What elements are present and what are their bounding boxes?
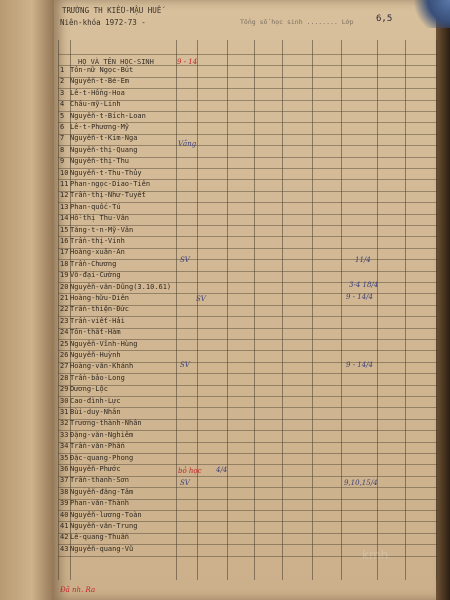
student-row — [60, 340, 137, 348]
student-number: 15 — [60, 225, 69, 234]
student-row — [60, 226, 133, 234]
student-number: 22 — [60, 305, 69, 314]
student-row — [60, 214, 129, 222]
student-row — [60, 511, 142, 519]
student-row — [60, 499, 129, 507]
student-name: Nguyễn-lương-Toàn — [70, 510, 142, 519]
student-row — [60, 271, 121, 279]
student-number: 42 — [60, 533, 69, 542]
student-row — [60, 522, 137, 530]
student-number: 8 — [60, 145, 65, 154]
footer-note: Đã nh. Ra — [60, 586, 96, 594]
student-number: 33 — [60, 430, 69, 439]
student-row — [60, 248, 125, 256]
student-row — [60, 134, 137, 142]
grid-row-line — [58, 385, 438, 386]
student-name: Hoàng-văn-Khánh — [70, 362, 134, 371]
student-name: Nguyễn-t-Bé-Em — [70, 77, 130, 86]
student-number: 20 — [60, 282, 69, 291]
student-number: 17 — [60, 248, 69, 257]
student-name: Nguyễn-đăng-Tâm — [70, 487, 134, 496]
note-phuoc-sv: SV — [180, 479, 190, 487]
student-name: Võ-đại-Cường — [70, 271, 121, 280]
student-number: 43 — [60, 544, 69, 553]
student-number: 27 — [60, 362, 69, 371]
student-number: 9 — [60, 157, 65, 166]
student-number: 36 — [60, 465, 69, 473]
student-name: Nguyễn-văn-Trung — [70, 522, 138, 530]
student-name: Châu-mỹ-Linh — [70, 100, 121, 109]
student-name: Tôn-nữ Ngọc-Bút — [70, 66, 134, 74]
student-name: Nguyễn-t-Kim-Nga — [70, 134, 138, 143]
student-name: Nguyễn-Huỳnh — [70, 351, 121, 359]
student-number: 10 — [60, 168, 69, 177]
student-row — [60, 112, 146, 120]
student-name: Trần-thiện-Đức — [70, 305, 130, 314]
student-row — [60, 294, 129, 302]
student-number: 35 — [60, 453, 69, 462]
student-name: Hoàng-hữu-Diên — [70, 294, 130, 302]
student-row — [60, 123, 129, 131]
watermark: kmh — [362, 548, 389, 562]
student-name: Trần-thanh-Sơn — [70, 476, 130, 485]
grade-label: 6,5 — [376, 14, 393, 24]
student-name: Dương-Lộc — [70, 385, 108, 394]
student-name: Nguyễn-Phước — [70, 465, 121, 473]
student-name: Đặc-quang-Phong — [70, 453, 134, 462]
student-number: 28 — [60, 373, 69, 382]
note-dung-sv: SV — [196, 295, 206, 303]
note-phong: bỏ học — [178, 467, 202, 475]
student-number: 24 — [60, 328, 69, 337]
student-name: Nguyễn-Vĩnh-Hùng — [70, 339, 138, 348]
student-row — [60, 260, 116, 268]
student-number: 26 — [60, 351, 69, 359]
student-number: 11 — [60, 180, 69, 188]
student-name: Trần-Chương — [70, 259, 117, 268]
student-number: 1 — [60, 66, 65, 74]
student-name: Nguyễn-t-Thu-Thủy — [70, 168, 142, 177]
student-number: 16 — [60, 237, 69, 245]
student-row — [60, 157, 129, 165]
student-row — [60, 442, 125, 450]
student-name: Trần-bảo-Long — [70, 373, 125, 382]
note-cuong: 3-4 18/4 — [349, 281, 379, 289]
student-number: 5 — [60, 111, 65, 120]
student-row — [60, 545, 133, 553]
student-row — [60, 66, 133, 74]
student-row — [60, 431, 133, 439]
student-name: Trần-thị-Vinh — [70, 237, 125, 245]
student-number: 38 — [60, 487, 69, 496]
student-row — [60, 488, 133, 496]
student-name: Lê-quang-Thuần — [70, 533, 130, 542]
student-name: Nguyễn-t-Bích-Loan — [70, 111, 146, 120]
school-year: Niên-khóa 1972-73 - — [60, 18, 146, 27]
note-huynh-date: 9 - 14/4 — [346, 361, 373, 369]
student-name: Nguyễn-quang-Vũ — [70, 544, 134, 553]
student-number: 14 — [60, 214, 69, 223]
student-row — [60, 180, 150, 188]
student-row — [60, 351, 121, 359]
student-number: 23 — [60, 316, 69, 325]
note-vang: Vắng — [178, 140, 197, 148]
student-row — [60, 317, 125, 325]
student-row — [60, 146, 137, 154]
student-name: Trần-văn-Phấn — [70, 442, 125, 451]
student-row — [60, 408, 121, 416]
student-row — [60, 454, 133, 462]
student-row — [60, 533, 129, 541]
student-name: Trương-thành-Nhân — [70, 419, 142, 428]
student-row — [60, 362, 133, 370]
student-number: 41 — [60, 522, 69, 530]
student-number: 32 — [60, 419, 69, 428]
note-dung-date: 9 - 14/4 — [346, 293, 373, 301]
student-row — [60, 305, 129, 313]
right-page-edge — [436, 0, 450, 600]
student-name: Lê-t-Phương-Mỹ — [70, 123, 130, 131]
student-row — [60, 203, 121, 211]
name-column-title: HỌ VÀ TÊN HỌC-SINH — [78, 58, 154, 66]
student-name: Nguyễn-văn-Dũng(3.10.61) — [70, 282, 172, 291]
student-name: Bùi-duy-Nhân — [70, 408, 121, 416]
note-phong-date: 4/4 — [216, 466, 228, 474]
student-name: Tăng-t-n-Mỹ-Vân — [70, 225, 134, 234]
student-name: Tôn-thất-Hàm — [70, 328, 121, 337]
student-number: 3 — [60, 88, 65, 97]
student-row — [60, 237, 125, 245]
student-number: 29 — [60, 385, 69, 394]
student-name: Lê-t-Hồng-Hoa — [70, 88, 125, 97]
student-number: 39 — [60, 499, 69, 508]
student-number: 6 — [60, 123, 65, 131]
student-name: Đặng-văn-Nghiêm — [70, 430, 134, 439]
student-row — [60, 419, 142, 427]
note-an-date: 11/4 — [355, 256, 371, 264]
student-row — [60, 100, 121, 108]
student-row — [60, 169, 142, 177]
student-name: Hoàng-xuân-An — [70, 248, 125, 257]
student-number: 13 — [60, 202, 69, 211]
student-row — [60, 191, 146, 199]
student-number: 18 — [60, 259, 69, 268]
school-name: TRƯỜNG TH KIỀU-MẬU HUẾ — [62, 6, 162, 15]
student-row — [60, 374, 125, 382]
student-row — [60, 385, 108, 393]
student-row — [60, 328, 121, 336]
student-name: Trần-thị-Như-Tuyết — [70, 191, 146, 200]
student-name: Phan-văn-Thành — [70, 499, 130, 508]
student-number: 12 — [60, 191, 69, 200]
student-number: 34 — [60, 442, 69, 451]
student-name: Cao-đình-Lực — [70, 396, 121, 405]
student-name: Phan-ngọc-Diao-Tiên — [70, 180, 151, 188]
student-name: Trần-viết-Hải — [70, 316, 125, 325]
note-huynh-sv: SV — [180, 361, 190, 369]
student-number: 25 — [60, 339, 69, 348]
student-name: Nguyễn-thị-Thu — [70, 157, 130, 166]
student-row — [60, 476, 129, 484]
student-number: 4 — [60, 100, 65, 109]
student-number: 2 — [60, 77, 65, 86]
note-top-col: 9 - 14 — [177, 58, 198, 66]
student-number: 31 — [60, 408, 69, 416]
student-number: 37 — [60, 476, 69, 485]
blue-corner-background — [410, 0, 450, 28]
student-name: Hồ-thị Thu-Vân — [70, 214, 130, 223]
student-row — [60, 77, 129, 85]
student-number: 21 — [60, 294, 69, 302]
student-row — [60, 283, 171, 291]
student-number: 19 — [60, 271, 69, 280]
student-name: Phan-quốc-Tú — [70, 202, 121, 211]
left-page-edge — [0, 0, 58, 600]
student-number: 40 — [60, 510, 69, 519]
student-name: Nguyễn-thị-Quang — [70, 145, 138, 154]
student-row — [60, 89, 125, 97]
student-row — [60, 397, 121, 405]
note-phuoc-date: 9,10,15/4 — [344, 479, 378, 487]
form-label: Tổng số học sinh ........ Lớp — [240, 18, 354, 26]
student-number: 30 — [60, 396, 69, 405]
student-row — [60, 465, 121, 473]
note-an-sv: SV — [180, 256, 190, 264]
grid-row-line — [58, 54, 438, 55]
student-number: 7 — [60, 134, 65, 143]
